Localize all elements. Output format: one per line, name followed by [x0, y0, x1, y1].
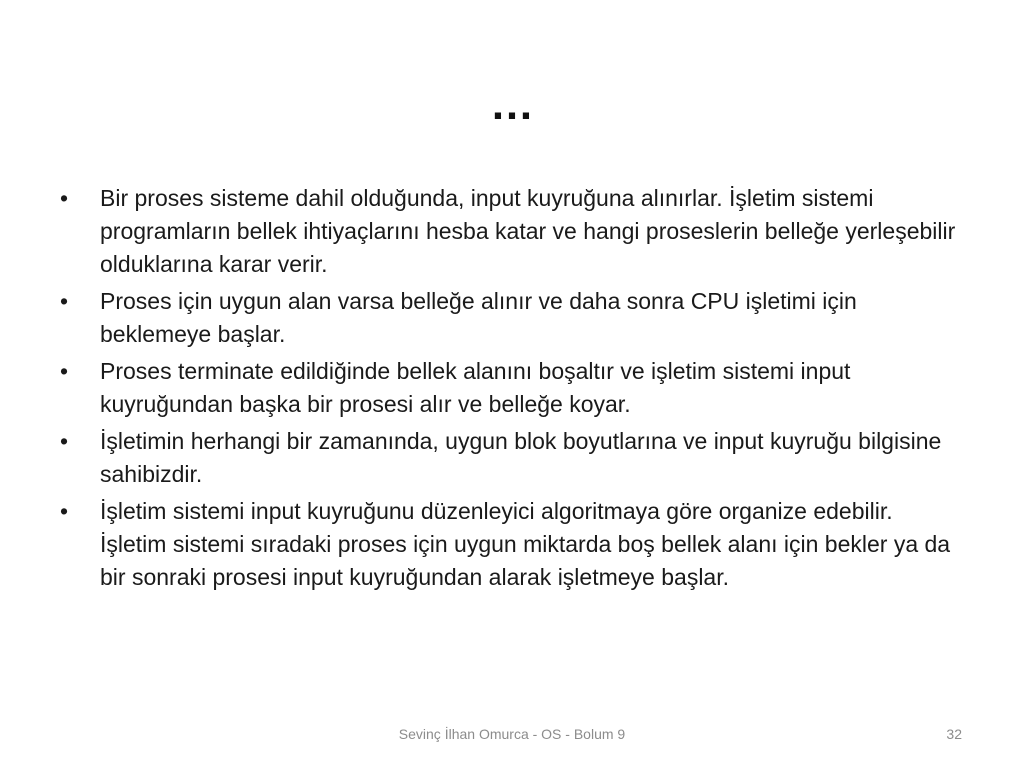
bullet-text: İşletim sistemi input kuyruğunu düzenleyici algoritmaya göre organize edebilir. İşletim sistemi sıradaki proses için uygun miktarda boş bellek alanı için bekler ya da bir sonraki prosesi input kuyruğundan alarak işletmeye başlar. [100, 498, 951, 590]
bullet-text: Proses için uygun alan varsa belleğe alınır ve daha sonra CPU işletimi için beklemeye başlar. [100, 288, 857, 347]
list-item [60, 355, 960, 421]
slide-title: … [490, 80, 534, 129]
bullet-marker: • [60, 498, 69, 524]
footer-author: Sevinç İlhan Omurca - OS - Bolum 9 [398, 726, 626, 742]
bullet-list [60, 182, 960, 598]
bullet-marker: • [60, 288, 69, 314]
bullet-marker: • [60, 185, 69, 211]
page-number: 32 [946, 726, 962, 742]
bullet-text: Proses terminate edildiğinde bellek alanını boşaltır ve işletim sistemi input kuyruğundan başka bir prosesi alır ve belleğe koyar. [100, 358, 851, 417]
list-item [60, 285, 960, 351]
list-item [60, 182, 960, 281]
list-item [60, 425, 960, 491]
bullet-text: İşletimin herhangi bir zamanında, uygun blok boyutlarına ve input kuyruğu bilgisine sahibizdir. [100, 428, 942, 487]
bullet-text: Bir proses sisteme dahil olduğunda, input kuyruğuna alınırlar. İşletim sistemi programların bellek ihtiyaçlarını hesba katar ve hangi proseslerin belleğe yerleşebilir olduklarına karar verir. [100, 185, 956, 277]
bullet-marker: • [60, 428, 69, 454]
bullet-marker: • [60, 358, 69, 384]
list-item [60, 495, 960, 594]
